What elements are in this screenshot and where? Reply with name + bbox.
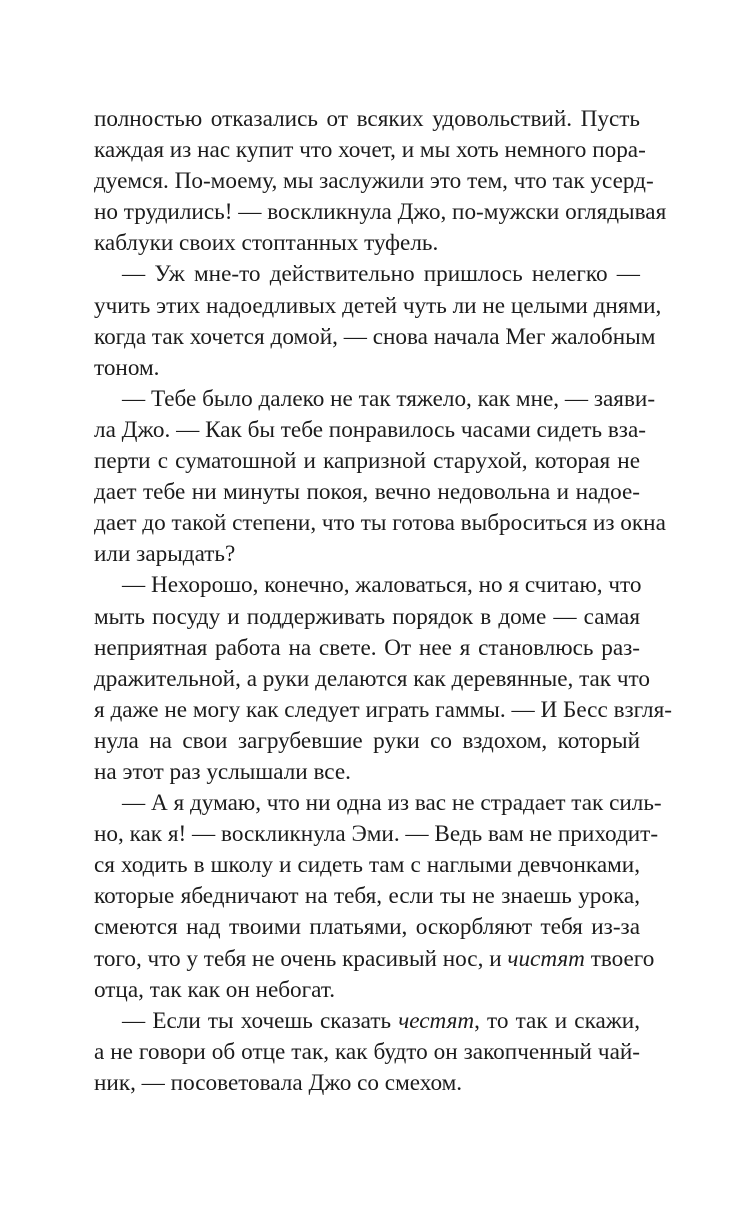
text-line: дает до такой степени, что ты готова выброситься из окна (94, 510, 666, 537)
text-run: того, что у тебя не очень красивый нос, и (94, 945, 508, 972)
text-line: которые ябедничают на тебя, если ты не знаешь урока, (94, 883, 640, 910)
paragraph (94, 384, 666, 571)
text-line: — Уж мне-то действительно пришлось нелегко — (122, 261, 640, 288)
text-line: но трудились! — воскликнула Джо, по-мужски оглядывая (94, 199, 667, 226)
text-line: — Нехорошо, конечно, жаловаться, но я считаю, что (122, 572, 642, 599)
text-line: на этот раз услышали все. (94, 758, 351, 785)
text-line: или зарыдать? (94, 541, 236, 568)
paragraph (94, 104, 667, 259)
text-line (94, 944, 655, 975)
text-run: , то так и скажи, (474, 1007, 641, 1034)
text-run: — Если ты хочешь сказать (122, 1007, 399, 1034)
text-line: когда так хочется домой, — снова начала Мег жалобным (94, 323, 656, 350)
paragraph (94, 570, 672, 788)
paragraph (94, 1006, 640, 1099)
italic-word: честят (398, 1007, 475, 1034)
text-line: а не говори об отце так, как будто он закопченный чай- (94, 1038, 640, 1065)
text-line: но, как я! — воскликнула Эми. — Ведь вам не приходит- (94, 821, 659, 848)
text-line: мыть посуду и поддерживать порядок в доме — самая (94, 603, 640, 630)
text-line: перти с суматошной и капризной старухой, которая не (94, 448, 640, 475)
text-line: отца, так как он небогат. (94, 976, 336, 1003)
text-line: — Тебе было далеко не так тяжело, как мне, — заяви- (122, 385, 656, 412)
text-run: твоего (584, 945, 655, 972)
text-line: полностью отказались от всяких удовольствий. Пусть (94, 106, 640, 132)
book-page (94, 104, 672, 1099)
text-line: я даже не могу как следует играть гаммы. — И Бесс взгля- (94, 696, 672, 723)
text-line: — А я думаю, что ни одна из вас не страдает так силь- (122, 790, 662, 817)
paragraph (94, 788, 662, 1006)
text-line (94, 1006, 640, 1037)
text-line: каждая из нас купит что хочет, и мы хоть немного пора- (94, 137, 646, 164)
italic-word: чистят (507, 945, 585, 972)
text-line: тоном. (94, 354, 160, 381)
text-line: ся ходить в школу и сидеть там с наглыми девчонками, (94, 852, 640, 879)
paragraph (94, 259, 662, 383)
text-line: дает тебе ни минуты покоя, вечно недовольна и надое- (94, 479, 640, 506)
text-line: нула на свои загрубевшие руки со вздохом, который (94, 727, 640, 754)
text-line: каблуки своих стоптанных туфель. (94, 230, 439, 257)
text-line: учить этих надоедливых детей чуть ли не целыми днями, (94, 292, 662, 319)
text-line: смеются над твоими платьями, оскорбляют тебя из-за (94, 914, 640, 941)
text-line: ла Джо. — Как бы тебе понравилось часами сидеть вза- (94, 416, 646, 443)
text-line: дуемся. По-моему, мы заслужили это тем, что так усерд- (94, 168, 654, 195)
text-line: ник, — посоветовала Джо со смехом. (94, 1069, 463, 1096)
text-line: неприятная работа на свете. От нее я становлюсь раз- (94, 634, 640, 661)
text-line: дражительной, а руки делаются как деревянные, так что (94, 665, 650, 692)
